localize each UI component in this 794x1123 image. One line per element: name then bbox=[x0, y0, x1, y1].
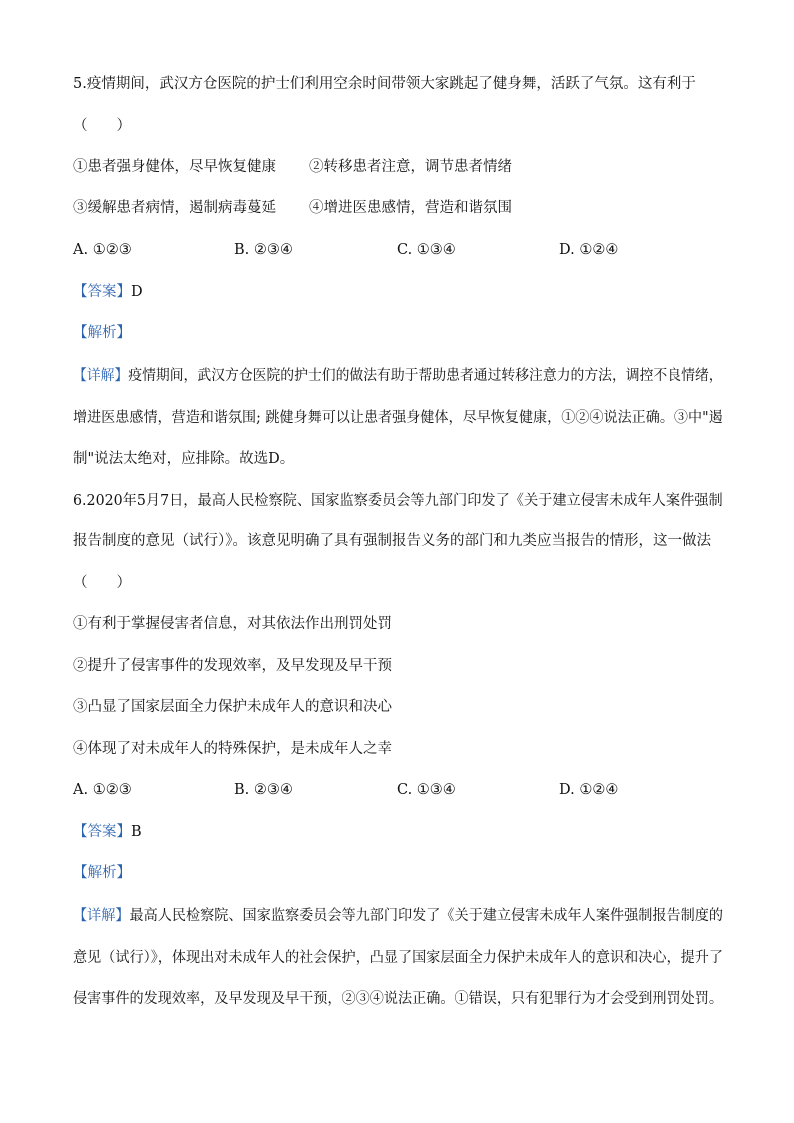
q6-item-3: ③凸显了国家层面全力保护未成年人的意识和决心 bbox=[73, 699, 392, 715]
q5-detail-text-1: 疫情期间，武汉方仓医院的护士们的做法有助于帮助患者通过转移注意力的方法，调控不良情绪， bbox=[128, 368, 723, 384]
q5-choice-a: A. ①②③ bbox=[73, 242, 132, 258]
q6-choice-d: D. ①②④ bbox=[559, 782, 619, 798]
q5-detail-line-3: 制"说法太绝对，应排除。故选D。 bbox=[73, 451, 295, 467]
q5-detail-line-2: 增进医患感情，营造和谐氛围; 跳健身舞可以让患者强身健体，尽早恢复健康，①②④说法正确。③中"遏 bbox=[73, 410, 723, 426]
q6-detail-line-2: 意见（试行）》，体现出对未成年人的社会保护，凸显了国家层面全力保护未成年人的意识和决心，提升了 bbox=[73, 950, 723, 966]
q5-item-4: ④增进医患感情，营造和谐氛围 bbox=[309, 200, 512, 216]
q6-choice-c: C. ①③④ bbox=[397, 782, 456, 798]
q6-analysis-tag: 【解析】 bbox=[73, 865, 131, 881]
q6-item-2: ②提升了侵害事件的发现效率，及早发现及早干预 bbox=[73, 658, 392, 674]
q6-stem-line-2: 报告制度的意见（试行）》。该意见明确了具有强制报告义务的部门和九类应当报告的情形，这一做法 bbox=[73, 533, 711, 549]
q6-choice-b: B. ②③④ bbox=[234, 782, 293, 798]
q5-item-1: ①患者强身健体，尽早恢复健康 bbox=[73, 159, 276, 175]
q5-answer bbox=[73, 282, 143, 302]
q6-answer-tag: 【答案】 bbox=[73, 824, 131, 840]
q6-item-4: ④体现了对未成年人的特殊保护，是未成年人之幸 bbox=[73, 741, 392, 757]
q6-answer-value: B bbox=[131, 824, 142, 840]
q5-item-3: ③缓解患者病情，遏制病毒蔓延 bbox=[73, 200, 276, 216]
q6-stem-line-1: 6.2020年5月7日，最高人民检察院、国家监察委员会等九部门印发了《关于建立侵害未成年人案件强制 bbox=[73, 493, 723, 509]
q6-detail-line-3: 侵害事件的发现效率，及早发现及早干预，②③④说法正确。①错误，只有犯罪行为才会受到刑罚处罚。 bbox=[73, 991, 723, 1007]
q5-answer-tag: 【答案】 bbox=[73, 284, 131, 300]
q5-item-2: ②转移患者注意，调节患者情绪 bbox=[309, 159, 512, 175]
q6-detail-text-1: 最高人民检察院、国家监察委员会等九部门印发了《关于建立侵害未成年人案件强制报告制度的 bbox=[129, 908, 723, 924]
q6-answer bbox=[73, 822, 142, 842]
q5-choice-d: D. ①②④ bbox=[559, 242, 619, 258]
q5-choice-c: C. ①③④ bbox=[397, 242, 456, 258]
q5-analysis-tag: 【解析】 bbox=[73, 325, 131, 341]
q5-stem: 5.疫情期间，武汉方仓医院的护士们利用空余时间带领大家跳起了健身舞，活跃了气氛。这有利于 bbox=[73, 76, 696, 92]
q6-detail-tag: 【详解】 bbox=[73, 908, 130, 924]
q5-detail-tag: 【详解】 bbox=[73, 368, 129, 384]
q5-detail-line-1 bbox=[73, 366, 723, 386]
q5-paren: （ ） bbox=[73, 118, 131, 134]
q6-item-1: ①有利于掌握侵害者信息，对其依法作出刑罚处罚 bbox=[73, 616, 392, 632]
q6-choice-a: A. ①②③ bbox=[73, 782, 132, 798]
q6-paren: （ ） bbox=[73, 575, 131, 591]
q5-choice-b: B. ②③④ bbox=[234, 242, 293, 258]
q5-answer-value: D bbox=[131, 284, 143, 300]
q6-detail-line-1 bbox=[73, 906, 723, 926]
